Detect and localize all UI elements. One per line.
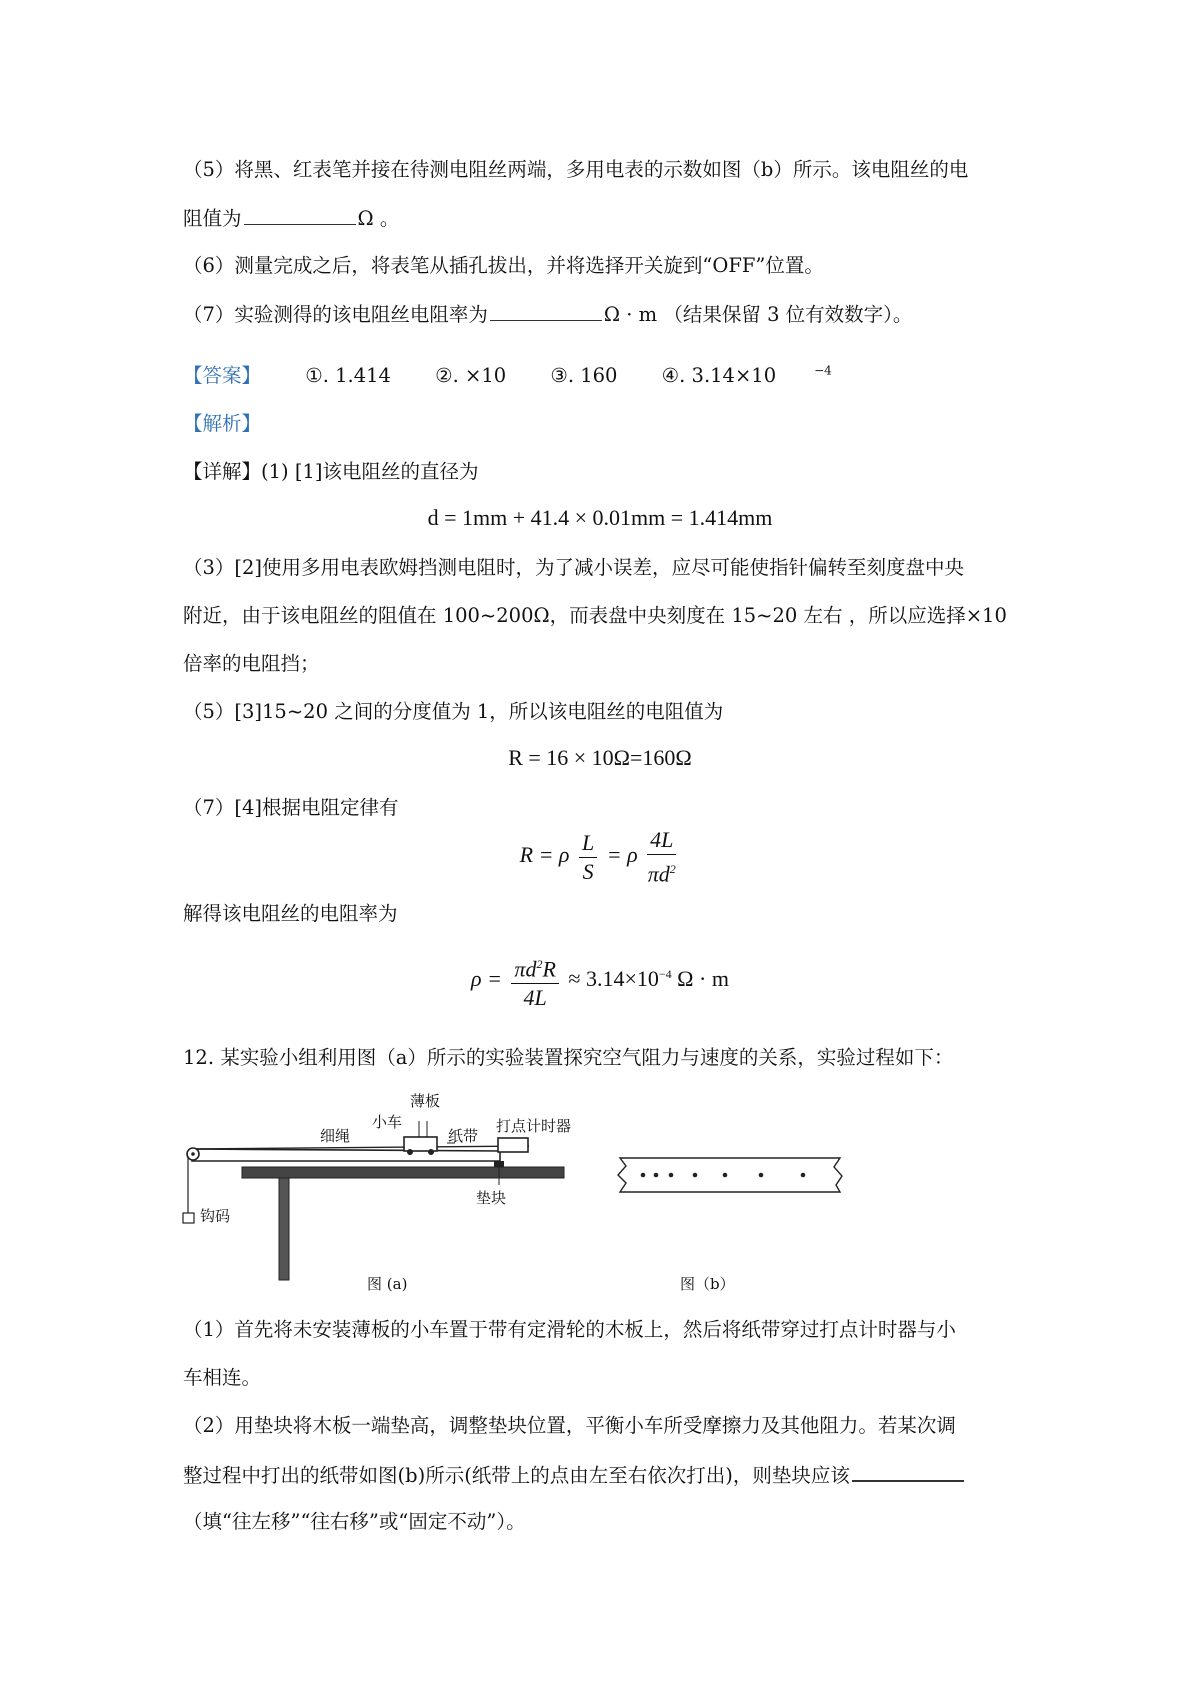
q7-text: （7）实验测得的该电阻丝电阻率为 [183, 303, 488, 326]
eq4-num-base: πd [514, 956, 537, 982]
detail-3-line-2: 附近，由于该电阻丝的阻值在 100~200Ω，而表盘中央刻度在 15~20 左右 ，所以应选择×10 [183, 604, 1007, 627]
label-cart: 小车 [372, 1113, 403, 1131]
eq4-lhs: ρ = [471, 966, 502, 992]
q12-step1-line1: （1）首先将未安装薄板的小车置于带有定滑轮的木板上，然后将纸带穿过打点计时器与小 [183, 1318, 956, 1341]
q12-step2-line3: （填“往左移”“往右移”或“固定不动”）。 [183, 1510, 526, 1533]
eq3-mid: = ρ [606, 842, 638, 868]
q5-text: 阻值为 [183, 207, 242, 230]
answer-3: ③. 160 [550, 363, 618, 387]
analysis-tag: 【解析】 [183, 412, 262, 435]
eq3-f1-den: S [582, 858, 594, 884]
equation-diameter: d = 1mm + 41.4 × 0.01mm = 1.414mm [427, 505, 773, 530]
eq3-f2-den-exp: 2 [669, 862, 676, 876]
answer-2: ②. ×10 [435, 363, 507, 387]
eq3-f2-den [648, 855, 676, 886]
caption-figure-b: 图（b） [680, 1275, 735, 1293]
eq4-den: 4L [523, 985, 547, 1011]
q12-step1-line2: 车相连。 [183, 1366, 262, 1389]
answer-4-base: ④. 3.14×10 [661, 363, 777, 387]
caption-figure-a: 图 (a) [367, 1275, 408, 1293]
equation-resistance-law [0, 828, 1200, 886]
q12-step2-line2 [183, 1462, 966, 1488]
eq3-f2-num: 4L [647, 828, 676, 855]
equation-resistance: R = 16 × 10Ω=160Ω [508, 745, 692, 770]
q5-answer-blank[interactable] [244, 206, 356, 225]
q5-line-2 [183, 206, 399, 231]
paper-tape-diagram [612, 1154, 852, 1196]
eq4-fraction [511, 952, 558, 1010]
q12-stem: 12. 某实验小组利用图（a）所示的实验装置探究空气阻力与速度的关系，实验过程如下： [183, 1046, 954, 1069]
eq3-fraction-1 [579, 831, 597, 884]
eq4-num-exp: 2 [536, 957, 543, 971]
answer-1: ①. 1.414 [305, 363, 391, 387]
q6-line: （6）测量完成之后，将表笔从插孔拔出，并将选择开关旋到“OFF”位置。 [183, 254, 824, 277]
label-board: 薄板 [410, 1092, 441, 1110]
detail-5: （5）[3]15~20 之间的分度值为 1，所以该电阻丝的电阻值为 [183, 700, 724, 723]
label-rope: 细绳 [320, 1127, 351, 1145]
figure-b [612, 1154, 852, 1196]
label-tape: 纸带 [448, 1127, 479, 1145]
answer-4-exp: −4 [814, 363, 832, 377]
equation-resistivity [0, 952, 1200, 1010]
q7-answer-blank[interactable] [490, 302, 602, 321]
detail-7: （7）[4]根据电阻定律有 [183, 796, 399, 819]
q5-unit: Ω 。 [357, 207, 400, 230]
answer-tag: 【答案】 [183, 363, 262, 387]
answer-line [183, 358, 870, 388]
label-block: 垫块 [476, 1189, 507, 1207]
eq3-f2-den-base: πd [647, 861, 670, 887]
eq4-rhs-exp: −4 [658, 966, 672, 981]
q12-step2-text: 整过程中打出的纸带如图(b)所示(纸带上的点由左至右依次打出)，则垫块应该 [183, 1464, 850, 1487]
q12-step2-line1: （2）用垫块将木板一端垫高，调整垫块位置，平衡小车所受摩擦力及其他阻力。若某次调 [183, 1414, 956, 1437]
answer-4 [662, 364, 832, 387]
eq4-num-tail: R [542, 956, 556, 982]
solve-line: 解得该电阻丝的电阻率为 [183, 902, 398, 925]
detail-3-line-1: （3）[2]使用多用电表欧姆挡测电阻时，为了减小误差，应尽可能使指针偏转至刻度盘中央 [183, 556, 965, 579]
eq4-rhs: ≈ 3.14×10 [568, 966, 659, 992]
q12-answer-blank[interactable] [852, 1462, 964, 1482]
q5-line-1: （5）将黑、红表笔并接在待测电阻丝两端，多用电表的示数如图（b）所示。该电阻丝的电 [183, 158, 969, 181]
detail-3-line-3: 倍率的电阻挡； [183, 652, 320, 675]
eq4-unit: Ω · m [677, 966, 729, 992]
eq3-fraction-2 [647, 828, 676, 886]
q7-line [183, 302, 912, 327]
eq3-lhs: R = ρ [519, 842, 570, 868]
figure-a [180, 1085, 580, 1285]
label-timer: 打点计时器 [496, 1117, 572, 1135]
eq4-num [511, 952, 558, 984]
detail-1: 【详解】(1) [1]该电阻丝的直径为 [183, 460, 479, 483]
eq3-f1-num: L [579, 831, 597, 858]
label-weight: 钩码 [200, 1207, 231, 1225]
q7-unit: Ω · m （结果保留 3 位有效数字）。 [603, 303, 913, 326]
